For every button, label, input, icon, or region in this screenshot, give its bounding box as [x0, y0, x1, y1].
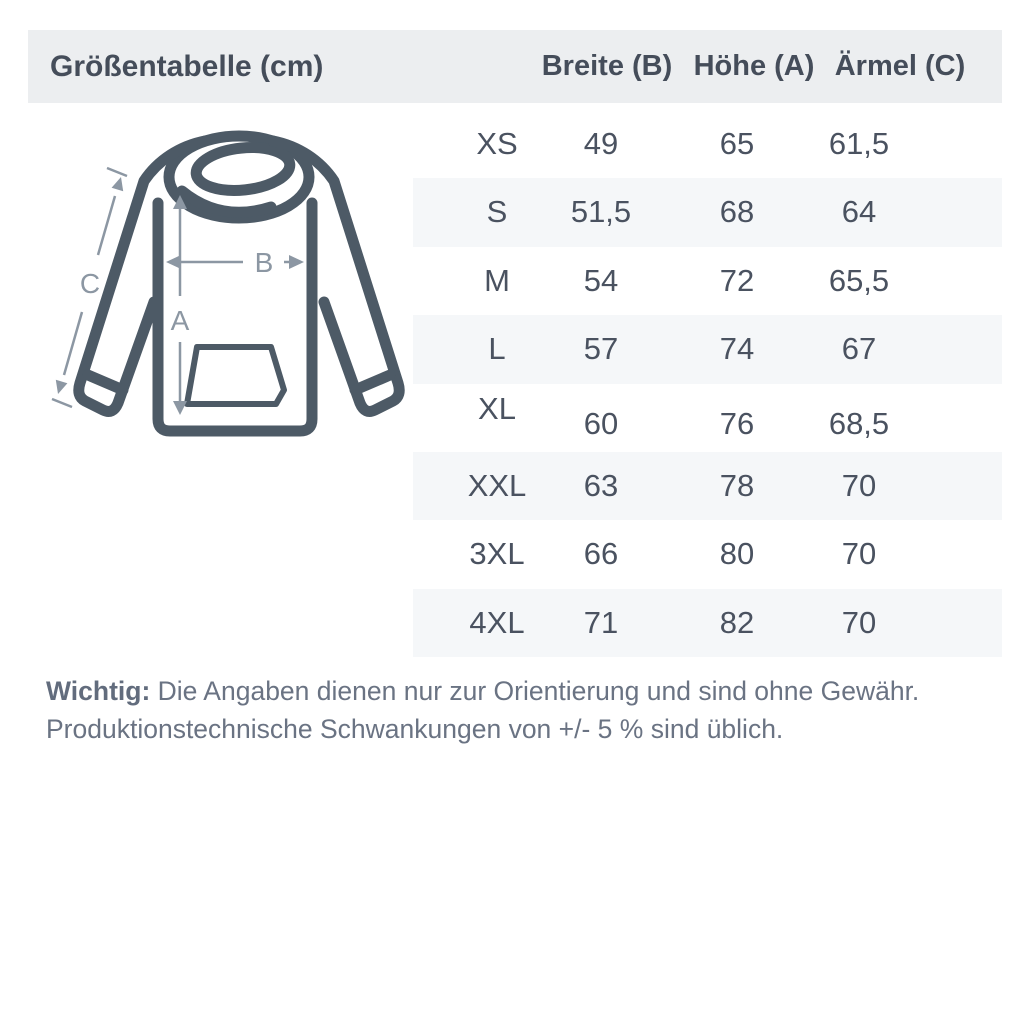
- size-label: XXL: [467, 467, 527, 503]
- size-label: M: [484, 262, 510, 298]
- column-header-aermel: Ärmel (C): [834, 50, 966, 82]
- value-b: 51,5: [570, 194, 632, 230]
- disclaimer-lead: Wichtig:: [46, 676, 151, 706]
- table-row: [413, 384, 1002, 452]
- table-row: [413, 452, 1002, 520]
- value-a: 72: [719, 262, 755, 298]
- value-a: 82: [719, 604, 755, 640]
- value-a: 76: [719, 405, 755, 441]
- disclaimer-line1: Die Angaben dienen nur zur Orientierung und sind ohne Gewähr.: [150, 676, 920, 706]
- value-c: 70: [841, 467, 877, 503]
- hoodie-outline-icon: [79, 136, 399, 431]
- value-c: 68,5: [828, 405, 890, 441]
- table-row: [413, 589, 1002, 657]
- table-row: [413, 247, 1002, 315]
- page-title: Größentabelle (cm): [50, 50, 324, 83]
- value-c: 64: [841, 194, 877, 230]
- table-row: [413, 110, 1002, 178]
- value-b: 57: [583, 331, 619, 367]
- size-label: XS: [476, 126, 518, 161]
- value-b: 54: [583, 262, 619, 298]
- column-header-breite: Breite (B): [541, 50, 673, 82]
- value-c: 70: [841, 536, 877, 572]
- size-label: XL: [478, 390, 516, 426]
- size-table: [413, 110, 1002, 657]
- size-label: S: [486, 194, 508, 230]
- dimension-b-arrow: [166, 255, 304, 269]
- value-c: 67: [841, 331, 877, 367]
- value-a: 80: [719, 536, 755, 572]
- dimension-b-label: B: [254, 247, 274, 278]
- size-label: L: [488, 331, 506, 367]
- value-a: 78: [719, 467, 755, 503]
- value-b: 66: [583, 536, 619, 572]
- column-header-hoehe: Höhe (A): [693, 50, 815, 82]
- dimension-c-label: C: [79, 268, 101, 299]
- value-a: 68: [719, 194, 755, 230]
- value-b: 71: [583, 604, 619, 640]
- hoodie-measurement-diagram: [40, 115, 420, 465]
- size-label: 4XL: [469, 604, 525, 640]
- size-label: 3XL: [469, 536, 525, 572]
- value-c: 70: [841, 604, 877, 640]
- value-a: 65: [719, 126, 755, 161]
- value-c: 61,5: [828, 126, 890, 161]
- value-b: 63: [583, 467, 619, 503]
- value-b: 60: [583, 405, 619, 441]
- dimension-a-label: A: [170, 305, 190, 336]
- table-row: [413, 315, 1002, 383]
- value-c: 65,5: [828, 262, 890, 298]
- value-b: 49: [583, 126, 619, 161]
- header-band: [28, 30, 1002, 103]
- disclaimer-note: [46, 672, 946, 748]
- value-a: 74: [719, 331, 755, 367]
- disclaimer-line2: Produktionstechnische Schwankungen von +/- 5 % sind üblich.: [46, 714, 784, 744]
- table-row: [413, 520, 1002, 588]
- table-row: [413, 178, 1002, 246]
